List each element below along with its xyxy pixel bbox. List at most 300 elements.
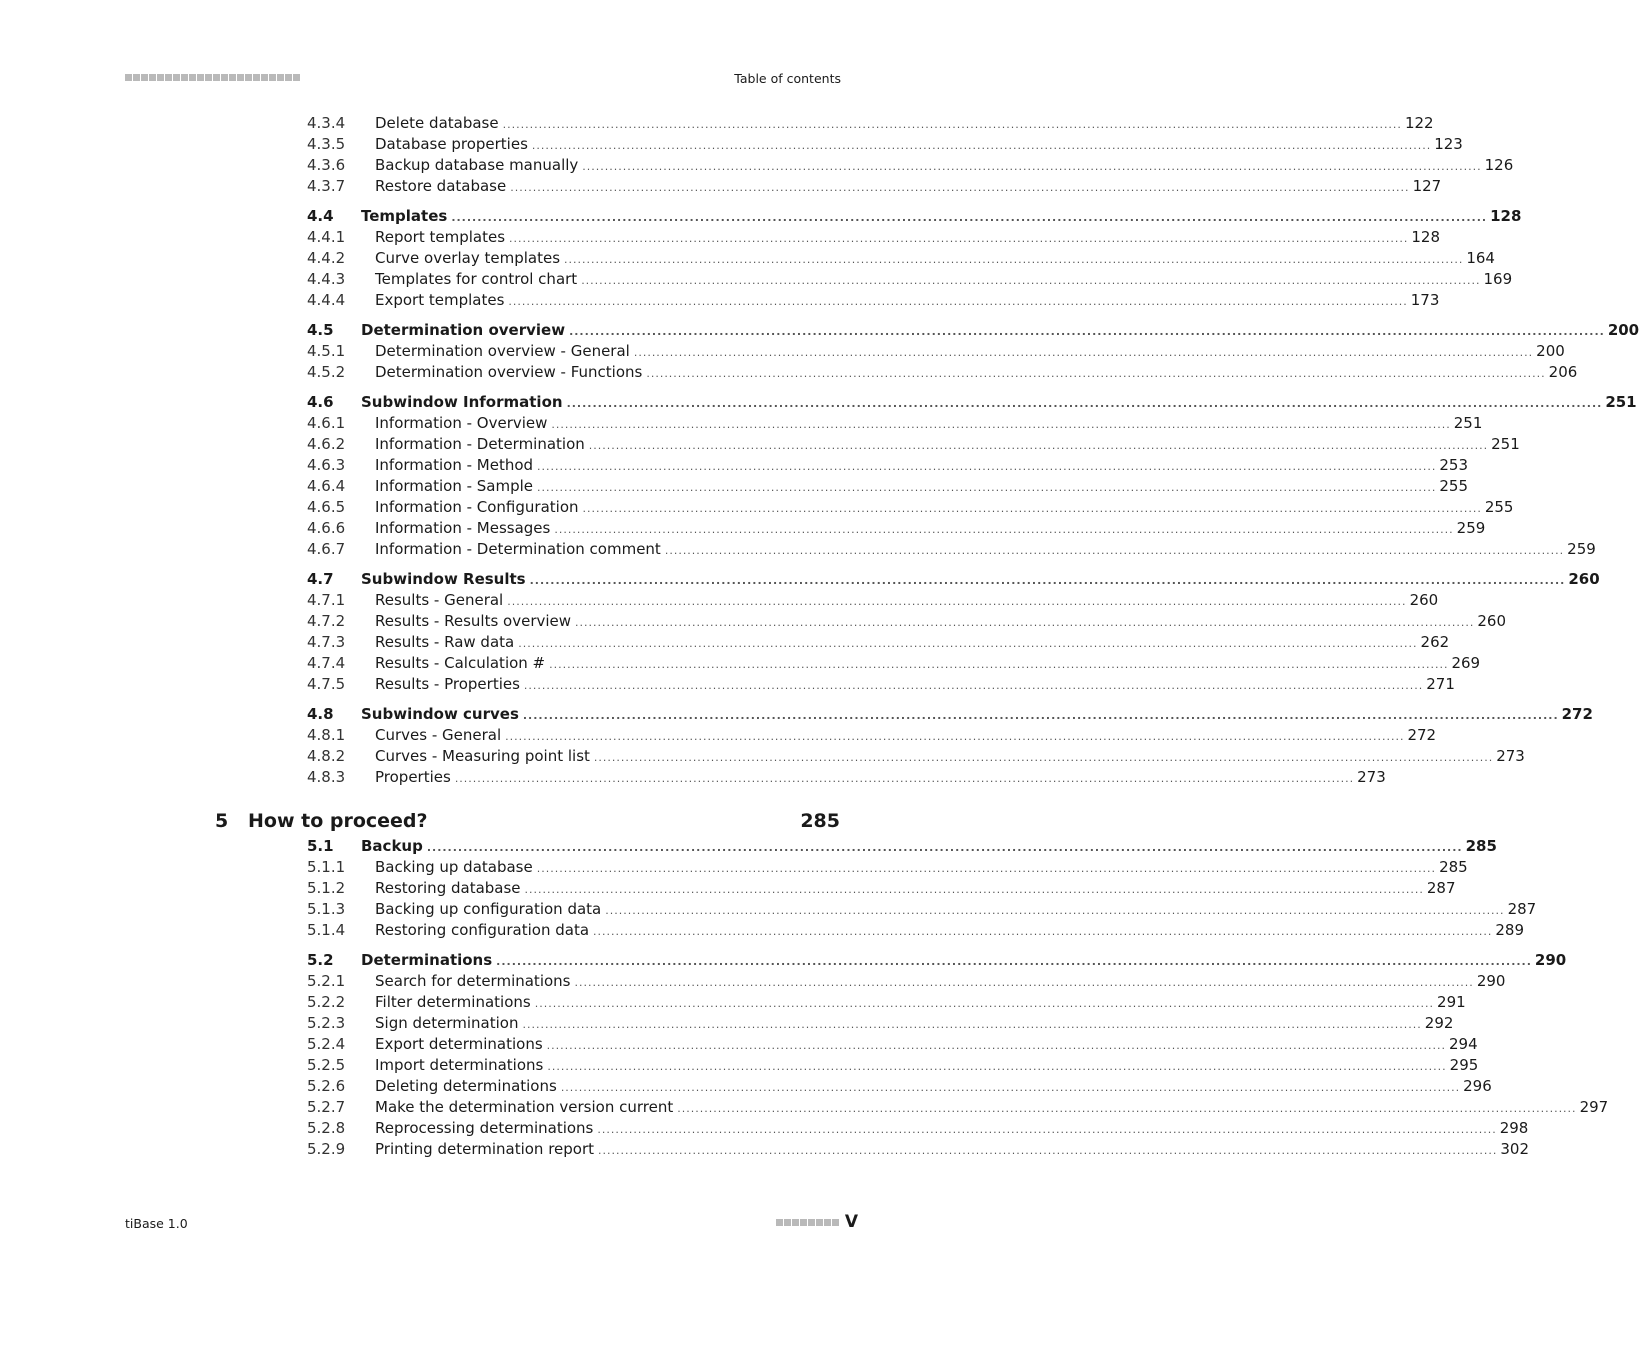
toc-page: 295 [1449,1056,1479,1074]
toc-line [248,806,840,836]
toc-title: Information - Determination comment [375,539,665,560]
toc-entry[interactable] [0,1013,1454,1034]
toc-line [375,176,1442,198]
toc-title: Deleting determinations [375,1076,561,1097]
toc-page: 273 [1357,768,1386,786]
toc-number: 4.4.4 [307,291,346,309]
toc-leader-dots: ........................................................................................................................................................................................................ [451,211,1488,224]
toc-entry[interactable] [0,1097,1609,1118]
toc-number: 5.2.2 [307,993,346,1011]
toc-title: Templates for control chart [375,269,581,290]
header-title: Table of contents [734,71,841,86]
toc-leader-dots: ........................................................................................................................................................................................................ [554,523,1454,536]
toc-page: 127 [1412,177,1442,195]
toc-number: 5.1 [307,837,334,855]
toc-title: Curves - Measuring point list [375,746,594,767]
toc-leader-dots: ........................................................................................................................................................................................................ [523,679,1424,692]
toc-number: 4.3.7 [307,177,346,195]
toc-line [375,539,1596,561]
header-square [285,74,292,81]
toc-line [375,632,1450,654]
toc-line [361,569,1600,591]
toc-entry[interactable] [0,362,1578,383]
toc-entry[interactable] [0,1055,1479,1076]
footer-square [808,1219,815,1226]
toc-page: 260 [1477,612,1507,630]
header-square [253,74,260,81]
toc-page: 200 [1607,321,1639,339]
toc-number: 4.7.2 [307,612,346,630]
toc-leader-dots: ........................................................................................................................................................................................................ [537,481,1437,494]
toc-title: Printing determination report [375,1139,598,1160]
toc-entry[interactable] [0,1034,1478,1055]
toc-number: 4.6.6 [307,519,346,537]
toc-number: 5.1.4 [307,921,346,939]
toc-page: 285 [800,810,840,832]
toc-page: 200 [1536,342,1565,360]
toc-line [375,1034,1478,1056]
footer-page-number: V [844,1212,858,1232]
footer-product: tiBase 1.0 [125,1216,188,1231]
toc-line [375,455,1469,477]
toc-page: 292 [1424,1014,1454,1032]
toc-number: 4.5.2 [307,363,346,381]
toc-line [361,320,1639,342]
toc-leader-dots: ........................................................................................................................................................................................................ [534,997,1435,1010]
toc-page: 251 [1605,393,1637,411]
header-square [221,74,228,81]
header-square [229,74,236,81]
header-square [189,74,196,81]
toc-line [361,704,1593,726]
toc-entry[interactable] [0,497,1514,518]
toc-leader-dots: ........................................................................................................................................................................................................ [502,118,1402,131]
toc-entry[interactable] [0,134,1463,155]
toc-number: 5.2 [307,951,334,969]
footer-square [784,1219,791,1226]
toc-title: Information - Method [375,455,537,476]
footer-page-marker [776,1212,858,1232]
header-square [205,74,212,81]
toc-line [375,134,1463,156]
toc-page: 126 [1484,156,1514,174]
toc-number: 4.5.1 [307,342,346,360]
toc-entry[interactable] [0,674,1455,695]
toc-line [375,899,1537,921]
header-square [125,74,132,81]
toc-number: 4.5 [307,321,334,339]
toc-page: 262 [1420,633,1450,651]
toc-title: Backup database manually [375,155,582,176]
toc-page: 251 [1453,414,1483,432]
toc-number: 5.1.2 [307,879,346,897]
toc-number: 4.7 [307,570,334,588]
toc-title: Determination overview [361,320,569,341]
toc-page: 285 [1439,858,1468,876]
header-square [213,74,220,81]
toc-page: 297 [1579,1098,1609,1116]
toc-title: Search for determinations [375,971,574,992]
toc-number: 4.8.2 [307,747,346,765]
toc-page: 164 [1466,249,1495,267]
toc-line [375,497,1514,519]
toc-line [375,155,1514,177]
toc-page: 253 [1439,456,1469,474]
toc-page: 251 [1491,435,1520,453]
toc-leader-dots: ........................................................................................................................................................................................................ [582,160,1482,173]
toc-line [375,746,1525,768]
toc-line [375,767,1386,789]
toc-number: 5.2.1 [307,972,346,990]
toc-number: 5.2.4 [307,1035,346,1053]
toc-page: 169 [1483,270,1513,288]
toc-leader-dots: ........................................................................................................................................................................................................ [593,751,1494,764]
toc-entry[interactable] [0,113,1434,134]
toc-entry[interactable] [0,836,1497,857]
toc-number: 5.2.7 [307,1098,346,1116]
toc-title: Curves - General [375,725,505,746]
toc-entry[interactable] [0,413,1483,434]
toc-leader-dots: ........................................................................................................................................................................................................ [510,181,1410,194]
toc-page: 260 [1568,570,1600,588]
toc-title: Filter determinations [375,992,535,1013]
toc-number: 4.4.3 [307,270,346,288]
toc-title: Restore database [375,176,510,197]
toc-page: 285 [1465,837,1497,855]
toc-page: 128 [1490,207,1522,225]
toc-line [375,725,1437,747]
toc-line [375,434,1520,456]
toc-number: 5.1.3 [307,900,346,918]
toc-entry[interactable] [0,1118,1529,1139]
toc-page: 273 [1496,747,1525,765]
toc-leader-dots: ........................................................................................................................................................................................................ [509,232,1409,245]
header-square [237,74,244,81]
toc-entry[interactable] [0,569,1600,590]
toc-page: 302 [1500,1140,1529,1158]
header-square [293,74,300,81]
footer-square [832,1219,839,1226]
toc-title: Determination overview - Functions [375,362,646,383]
toc-title: Results - General [375,590,507,611]
toc-line [375,1055,1479,1077]
toc-title: Subwindow curves [361,704,523,725]
toc-line [375,248,1495,270]
toc-leader-dots: ........................................................................................................................................................................................................ [518,637,1418,650]
toc-title: Results - Properties [375,674,524,695]
toc-line [375,920,1525,942]
toc-entry[interactable] [0,971,1506,992]
toc-line [375,611,1507,633]
toc-number: 4.6.1 [307,414,346,432]
toc-number: 4.4.2 [307,249,346,267]
toc-number: 4.8 [307,705,334,723]
footer-square [776,1219,783,1226]
toc-title: Results - Results overview [375,611,575,632]
toc-number: 4.3.5 [307,135,346,153]
toc-title: Backing up database [375,857,537,878]
toc-line [375,1118,1529,1140]
toc-leader-dots: ........................................................................................................................................................................................................ [537,460,1437,473]
toc-page: 287 [1507,900,1537,918]
toc-page: 296 [1463,1077,1492,1095]
footer-square [792,1219,799,1226]
toc-leader-dots: ........................................................................................................................................................................................................ [508,295,1408,308]
toc-entry[interactable] [0,767,1386,788]
toc-page: 122 [1404,114,1434,132]
toc-line [361,836,1497,858]
toc-title: Information - Configuration [375,497,583,518]
toc-line [375,1139,1529,1161]
toc-line [375,653,1481,675]
toc-leader-dots: ........................................................................................................................................................................................................ [593,925,1493,938]
toc-number: 5.2.6 [307,1077,346,1095]
toc-number: 4.3.6 [307,156,346,174]
toc-page: 290 [1476,972,1506,990]
toc-number: 4.8.1 [307,726,346,744]
header-square [133,74,140,81]
toc-leader-dots: ........................................................................................................................................................................................................ [536,862,1437,875]
toc-entry[interactable] [0,248,1495,269]
toc-line [375,992,1466,1014]
toc-page: 269 [1451,654,1481,672]
toc-entry[interactable] [0,392,1637,413]
toc-entry[interactable] [0,1139,1529,1160]
toc-page: 123 [1434,135,1463,153]
toc-entry[interactable] [0,857,1468,878]
toc-leader-dots: ........................................................................................................................................................................................................ [496,955,1532,968]
toc-title: Information - Sample [375,476,537,497]
header-square [173,74,180,81]
header-square [141,74,148,81]
toc-page: 259 [1456,519,1486,537]
toc-entry[interactable] [0,899,1537,920]
toc-leader-dots: ........................................................................................................................................................................................................ [588,439,1489,452]
toc-leader-dots: ........................................................................................................................................................................................................ [566,397,1603,410]
toc-line [361,950,1567,972]
header-square [165,74,172,81]
toc-leader-dots: ........................................................................................................................................................................................................ [633,346,1534,359]
toc-leader-dots: ........................................................................................................................................................................................................ [677,1102,1577,1115]
toc-line [375,971,1506,993]
toc-entry[interactable] [0,290,1440,311]
header-square [181,74,188,81]
header-square [277,74,284,81]
toc-number: 4.4 [307,207,334,225]
toc-page: 287 [1426,879,1456,897]
toc-title: Properties [375,767,455,788]
toc-entry[interactable] [0,155,1514,176]
toc-title: Sign determination [375,1013,522,1034]
toc-line [375,1076,1492,1098]
toc-line [375,590,1439,612]
toc-entry[interactable] [0,206,1522,227]
toc-title: Delete database [375,113,503,134]
toc-line [375,1013,1454,1035]
toc-line [375,362,1578,384]
toc-title: Backup [361,836,427,857]
toc-line [375,857,1468,879]
toc-entry[interactable] [0,341,1565,362]
toc-page: 255 [1439,477,1468,495]
toc-number: 4.4.1 [307,228,346,246]
toc-line [375,878,1456,900]
toc-page: 290 [1534,951,1567,969]
toc-page: 271 [1426,675,1455,693]
toc-leader-dots: ........................................................................................................................................................................................................ [522,1018,1422,1031]
toc-number: 4.7.3 [307,633,346,651]
toc-entry[interactable] [0,455,1469,476]
header-decoration [125,74,300,81]
toc-number: 4.7.1 [307,591,346,609]
toc-leader-dots: ........................................................................................................................................................................................................ [426,841,1463,854]
header-square [157,74,164,81]
toc-entry[interactable] [0,746,1525,767]
toc-entry[interactable] [0,806,954,836]
toc-number: 5 [215,810,229,832]
toc-entry[interactable] [0,476,1468,497]
header-square [197,74,204,81]
toc-page: 128 [1411,228,1440,246]
toc-entry[interactable] [0,611,1507,632]
table-of-contents [0,113,1639,1160]
toc-leader-dots: ........................................................................................................................................................................................................ [505,730,1405,743]
toc-entry[interactable] [0,950,1567,971]
toc-title: Determination overview - General [375,341,634,362]
toc-entry[interactable] [0,320,1639,341]
toc-number: 4.6 [307,393,334,411]
toc-title: Determinations [361,950,496,971]
toc-page: 173 [1410,291,1440,309]
toc-page: 289 [1495,921,1525,939]
toc-leader-dots: ........................................................................................................................................................................................................ [551,418,1451,431]
toc-title: Report templates [375,227,509,248]
toc-page: 272 [1407,726,1437,744]
toc-leader-dots: ........................................................................................................................................................................................................ [575,616,1475,629]
toc-entry[interactable] [0,590,1439,611]
toc-entry[interactable] [0,920,1525,941]
header-square [245,74,252,81]
toc-entry[interactable] [0,704,1593,725]
toc-leader-dots: ........................................................................................................................................................................................................ [664,544,1565,557]
toc-entry[interactable] [0,539,1596,560]
toc-entry[interactable] [0,518,1486,539]
toc-title: Restoring database [375,878,525,899]
toc-page: 272 [1561,705,1593,723]
toc-number: 4.6.5 [307,498,346,516]
toc-title: Results - Calculation # [375,653,549,674]
footer-square [816,1219,823,1226]
toc-page: 260 [1409,591,1439,609]
footer-square [824,1219,831,1226]
toc-leader-dots: ........................................................................................................................................................................................................ [507,595,1407,608]
header-square [261,74,268,81]
toc-line [361,206,1522,228]
toc-title: Information - Overview [375,413,551,434]
toc-entry[interactable] [0,725,1437,746]
toc-line [375,269,1513,291]
toc-entry[interactable] [0,434,1520,455]
toc-page: 255 [1484,498,1514,516]
toc-leader-dots: ........................................................................................................................................................................................................ [549,658,1449,671]
toc-entry[interactable] [0,269,1513,290]
toc-line [375,113,1434,135]
toc-title: Export templates [375,290,508,311]
toc-line [375,674,1455,696]
toc-title: Information - Messages [375,518,554,539]
toc-title: Templates [361,206,451,227]
toc-leader-dots: ........................................................................................................................................................................................................ [598,1144,1498,1157]
toc-entry[interactable] [0,878,1456,899]
toc-title: Export determinations [375,1034,547,1055]
toc-number: 4.7.5 [307,675,346,693]
toc-title: Database properties [375,134,532,155]
toc-number: 5.2.8 [307,1119,346,1137]
toc-page: 259 [1567,540,1596,558]
toc-number: 5.1.1 [307,858,346,876]
toc-entry[interactable] [0,992,1466,1013]
toc-number: 5.2.3 [307,1014,346,1032]
toc-entry[interactable] [0,632,1450,653]
toc-number: 4.6.2 [307,435,346,453]
toc-page: 206 [1548,363,1578,381]
toc-title: Results - Raw data [375,632,518,653]
toc-line [375,1097,1609,1119]
toc-number: 5.2.5 [307,1056,346,1074]
toc-leader-dots: ........................................................................................................................................................................................................ [564,253,1464,266]
toc-number: 4.6.7 [307,540,346,558]
toc-leader-dots: ........................................................................................................................................................................................................ [597,1123,1497,1136]
toc-entry[interactable] [0,653,1481,674]
toc-leader-dots: ........................................................................................................................................................................................................ [454,772,1355,785]
toc-leader-dots: ........................................................................................................................................................................................................ [529,574,1566,587]
toc-page: 294 [1449,1035,1478,1053]
toc-line [361,392,1637,414]
toc-entry[interactable] [0,176,1442,197]
toc-leader-dots: ........................................................................................................................................................................................................ [582,502,1482,515]
footer-decoration [776,1219,839,1226]
toc-entry[interactable] [0,1076,1492,1097]
toc-leader-dots: ........................................................................................................................................................................................................ [522,709,1559,722]
toc-number: 4.8.3 [307,768,346,786]
toc-leader-dots: ........................................................................................................................................................................................................ [524,883,1424,896]
toc-leader-dots: ........................................................................................................................................................................................................ [531,139,1432,152]
toc-leader-dots: ........................................................................................................................................................................................................ [546,1039,1446,1052]
toc-line [375,476,1468,498]
toc-title: Restoring configuration data [375,920,593,941]
toc-number: 4.6.4 [307,477,346,495]
toc-number: 4.7.4 [307,654,346,672]
toc-title: Subwindow Results [361,569,530,590]
toc-line [375,413,1483,435]
toc-title: Subwindow Information [361,392,567,413]
toc-leader-dots: ........................................................................................................................................................................................................ [646,367,1546,380]
toc-title: Curve overlay templates [375,248,564,269]
toc-page: 291 [1437,993,1466,1011]
toc-line [375,227,1440,249]
header-square [269,74,276,81]
toc-page: 298 [1499,1119,1529,1137]
toc-leader-dots: ........................................................................................................................................................................................................ [605,904,1505,917]
toc-entry[interactable] [0,227,1440,248]
toc-leader-dots: ........................................................................................................................................................................................................ [581,274,1481,287]
toc-leader-dots: ........................................................................................................................................................................................................ [574,976,1474,989]
toc-number: 4.3.4 [307,114,346,132]
toc-leader-dots: ........................................................................................................................................................................................................ [560,1081,1461,1094]
toc-line [375,290,1440,312]
toc-title: Backing up configuration data [375,899,605,920]
toc-leader-dots: ........................................................................................................................................................................................................ [547,1060,1447,1073]
